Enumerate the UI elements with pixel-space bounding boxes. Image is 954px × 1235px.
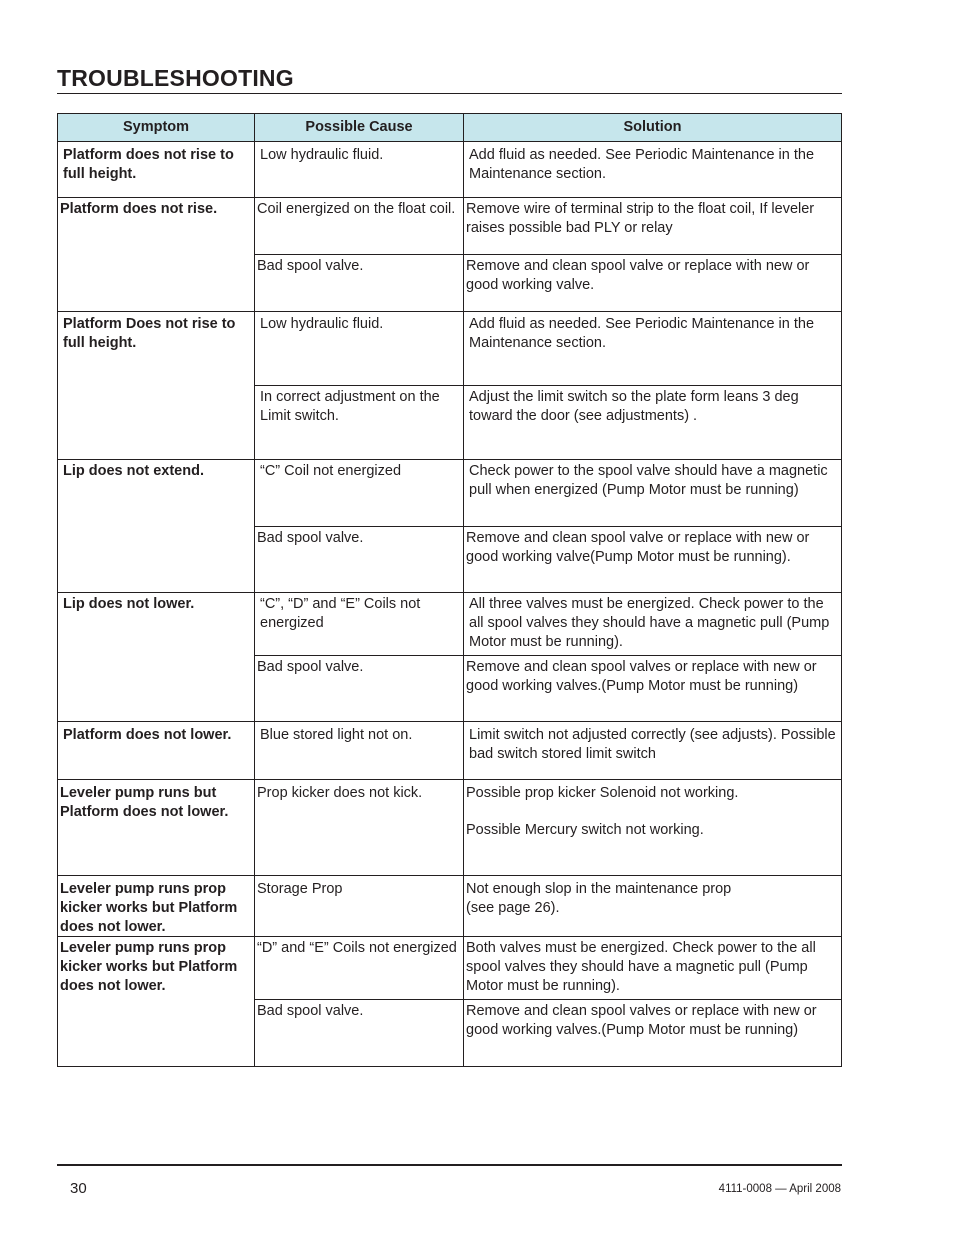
- table-row: [58, 937, 842, 1000]
- solution-cell: Remove and clean spool valves or replace with new or good working valves.(Pump Motor must be running): [464, 656, 842, 722]
- table-row: [58, 460, 842, 527]
- solution-cell: Add fluid as needed. See Periodic Maintenance in the Maintenance section.: [464, 142, 842, 198]
- cause-cell: Bad spool valve.: [255, 656, 464, 722]
- symptom-cell: Platform does not rise to full height.: [58, 142, 255, 198]
- cause-cell: Blue stored light not on.: [255, 722, 464, 780]
- solution-cell: Remove and clean spool valve or replace with new or good working valve.: [464, 255, 842, 312]
- cause-cell: Low hydraulic fluid.: [255, 142, 464, 198]
- solution-cell: Both valves must be energized. Check power to the all spool valves they should have a magnetic pull (Pump Motor must be running).: [464, 937, 842, 1000]
- cause-cell: “C”, “D” and “E” Coils not energized: [255, 593, 464, 656]
- solution-cell: [464, 876, 842, 937]
- table-row: [58, 722, 842, 780]
- cause-cell: Storage Prop: [255, 876, 464, 937]
- solution-cell: [464, 780, 842, 876]
- cause-cell: Prop kicker does not kick.: [255, 780, 464, 876]
- solution-line: Not enough slop in the maintenance prop: [466, 881, 732, 897]
- symptom-cell: Platform does not rise.: [58, 198, 255, 312]
- page-title: TROUBLESHOOTING: [57, 65, 294, 91]
- symptom-cell: Leveler pump runs prop kicker works but Platform does not lower.: [58, 876, 255, 937]
- solution-line: Possible Mercury switch not working.: [466, 821, 704, 838]
- symptom-cell: Lip does not lower.: [58, 593, 255, 722]
- solution-cell: Adjust the limit switch so the plate form leans 3 deg toward the door (see adjustments) .: [464, 386, 842, 460]
- solution-cell: Limit switch not adjusted correctly (see adjusts). Possible bad switch stored limit switch: [464, 722, 842, 780]
- symptom-cell: Leveler pump runs prop kicker works but Platform does not lower.: [58, 937, 255, 1067]
- solution-cell: Remove and clean spool valves or replace with new or good working valves.(Pump Motor must be running): [464, 1000, 842, 1067]
- solution-cell: Check power to the spool valve should have a magnetic pull when energized (Pump Motor must be running): [464, 460, 842, 527]
- cause-cell: Coil energized on the float coil.: [255, 198, 464, 255]
- table-row: [58, 593, 842, 656]
- troubleshooting-table: [57, 113, 842, 1067]
- page-number: 30: [70, 1180, 87, 1197]
- solution-line: Possible prop kicker Solenoid not working.: [466, 785, 739, 801]
- cause-cell: Bad spool valve.: [255, 255, 464, 312]
- table-row: [58, 876, 842, 937]
- solution-cell: Remove wire of terminal strip to the float coil, If leveler raises possible bad PLY or relay: [464, 198, 842, 255]
- table-row: [58, 142, 842, 198]
- solution-cell: Add fluid as needed. See Periodic Maintenance in the Maintenance section.: [464, 312, 842, 386]
- symptom-cell: Platform does not lower.: [58, 722, 255, 780]
- solution-cell: Remove and clean spool valve or replace with new or good working valve(Pump Motor must be running).: [464, 527, 842, 593]
- title-divider: [57, 93, 842, 94]
- cause-cell: Bad spool valve.: [255, 1000, 464, 1067]
- column-header-solution: Solution: [464, 114, 842, 142]
- document-id: 4111-0008 — April 2008: [718, 1183, 841, 1195]
- symptom-cell: Leveler pump runs but Platform does not lower.: [58, 780, 255, 876]
- table-row: [58, 780, 842, 876]
- solution-line: (see page 26).: [466, 899, 560, 916]
- table-row: [58, 312, 842, 386]
- symptom-cell: Platform Does not rise to full height.: [58, 312, 255, 460]
- cause-cell: Bad spool valve.: [255, 527, 464, 593]
- symptom-cell: Lip does not extend.: [58, 460, 255, 593]
- column-header-cause: Possible Cause: [255, 114, 464, 142]
- solution-cell: All three valves must be energized. Check power to the all spool valves they should have a magnetic pull (Pump Motor must be running).: [464, 593, 842, 656]
- table-row: [58, 198, 842, 255]
- footer-divider: [57, 1164, 842, 1166]
- cause-cell: “D” and “E” Coils not energized: [255, 937, 464, 1000]
- cause-cell: In correct adjustment on the Limit switch.: [255, 386, 464, 460]
- column-header-symptom: Symptom: [58, 114, 255, 142]
- cause-cell: Low hydraulic fluid.: [255, 312, 464, 386]
- cause-cell: “C” Coil not energized: [255, 460, 464, 527]
- table-header-row: [58, 114, 842, 142]
